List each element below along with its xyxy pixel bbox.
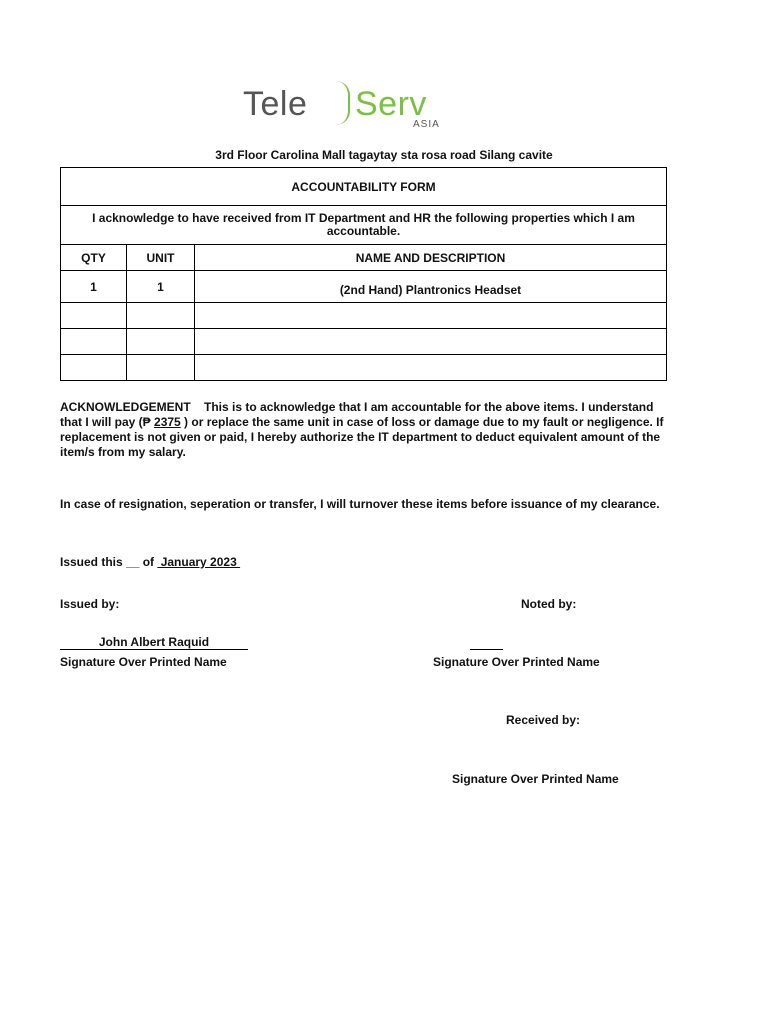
row-qty (61, 329, 127, 355)
acknowledgement-label: ACKNOWLEDGEMENT (60, 400, 191, 414)
issuer-signature-caption: Signature Over Printed Name (60, 655, 227, 669)
row-unit (127, 329, 195, 355)
logo-asia-text: ASIA (413, 119, 440, 130)
header-unit: UNIT (127, 245, 195, 271)
issued-date: January 2023 (157, 555, 241, 569)
issued-date-line (60, 555, 240, 569)
acknowledge-line: I acknowledge to have received from IT Department and HR the following properties which I am accountable. (61, 206, 667, 245)
issuer-signature-name: John Albert Raquid (60, 635, 248, 650)
row-description (195, 355, 667, 381)
form-title: ACCOUNTABILITY FORM (61, 168, 667, 206)
table-row (61, 355, 667, 381)
row-unit (127, 355, 195, 381)
row-unit: 1 (127, 271, 195, 303)
acknowledgement-paragraph (60, 400, 670, 460)
table-row (61, 329, 667, 355)
receiver-signature-caption: Signature Over Printed Name (452, 772, 619, 786)
received-by-label: Received by: (506, 713, 581, 727)
row-qty (61, 355, 127, 381)
acknowledgement-text-before: This is to acknowledge that I am accountable for the above items. I understand that I will pay (₱ (60, 400, 654, 429)
noter-signature-line (470, 635, 503, 650)
noted-by-label: Noted by: (521, 597, 577, 611)
acknowledgement-text-after: ) or replace the same unit in case of loss or damage due to my fault or negligence. If replacement is not given or paid, I hereby authorize the IT department to deduct equivalent amount of the item/s from my salary. (60, 415, 664, 459)
row-description (195, 303, 667, 329)
company-address: 3rd Floor Carolina Mall tagaytay sta rosa road Silang cavite (215, 148, 553, 162)
row-description: (2nd Hand) Plantronics Headset (195, 271, 667, 303)
logo-tele-text: Tele (243, 85, 308, 123)
resignation-clause: In case of resignation, seperation or transfer, I will turnover these items before issuance of my clearance. (60, 497, 660, 511)
row-qty: 1 (61, 271, 127, 303)
noter-signature-caption: Signature Over Printed Name (433, 655, 600, 669)
table-row (61, 271, 667, 303)
teleserv-logo (243, 84, 458, 134)
header-description: NAME AND DESCRIPTION (195, 245, 667, 271)
row-qty (61, 303, 127, 329)
issued-prefix: Issued this __ of (60, 555, 158, 569)
logo-serv-text: Serv (355, 85, 427, 123)
header-qty: QTY (61, 245, 127, 271)
accountability-table (60, 167, 667, 381)
payment-amount: 2375 (154, 415, 181, 429)
row-description (195, 329, 667, 355)
logo-arc-icon (336, 81, 350, 125)
row-unit (127, 303, 195, 329)
issued-by-label: Issued by: (60, 597, 120, 611)
table-row (61, 303, 667, 329)
